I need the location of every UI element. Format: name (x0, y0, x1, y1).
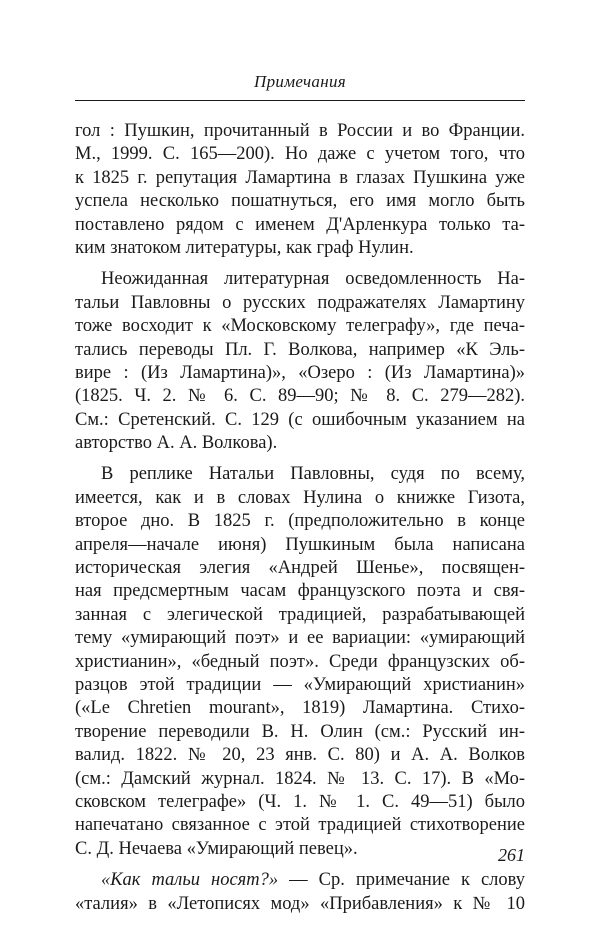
notes-body (75, 120, 525, 916)
header-rule (75, 100, 525, 101)
text-line: (см.: Дамский журнал. 1824. № 13. С. 17). В «Мо- (75, 768, 525, 789)
text-line: тоже восходит к «Московскому телеграфу», где печа- (75, 316, 525, 337)
text-line: тались переводы Пл. Г. Волкова, например «К Эль- (75, 339, 525, 360)
text-line: напечатано связанное с этой традицией стихотворение (75, 815, 525, 836)
text-line: Неожиданная литературная осведомленность На- (101, 269, 525, 290)
book-page (75, 0, 525, 941)
text-line: апреля—начале июня) Пушкиным была написана (75, 534, 525, 555)
text-line: гол : Пушкин, прочитанный в России и во Франции. (75, 121, 525, 141)
text-line: (1825. Ч. 2. № 6. С. 89—90; № 8. С. 279—282). (75, 386, 525, 407)
text-line: См.: Сретенский. С. 129 (с ошибочным указанием на (75, 409, 525, 430)
text-line: В реплике Натальи Павловны, судя по всему, (101, 464, 525, 485)
page-number: 261 (498, 845, 525, 865)
text-line: авторство А. А. Волкова). (75, 433, 278, 454)
text-line: вире : (Из Ламартина)», «Озеро : (Из Ламартина)» (75, 362, 525, 383)
text-line: тему «умирающий поэт» и ее вариации: «умирающий (75, 628, 525, 649)
text-line: («Le Chretien mourant», 1819) Ламартина. Стихо- (75, 698, 525, 719)
lemma-commentary: — Ср. примечание к слову (278, 870, 525, 891)
text-line: С. Д. Нечаева «Умирающий певец». (75, 838, 358, 859)
text-line: к 1825 г. репутация Ламартина в глазах Пушкина уже (75, 167, 525, 188)
text-line: «талия» в «Летописях мод» «Прибавления» к № 10 (75, 893, 525, 914)
text-line: поставлено рядом с именем Д'Арленкура только та- (75, 214, 525, 235)
text-line: христианин», «бедный поэт». Среди французских об- (75, 651, 525, 672)
text-line: ким знатоком литературы, как граф Нулин. (75, 237, 414, 258)
text-line: занная с элегической традицией, разрабатывающей (75, 604, 525, 625)
text-line: ная предсмертным часам французского поэта и свя- (75, 581, 525, 602)
lemma: «Как тальи носят?» (101, 870, 279, 891)
text-line: творение переводили В. Н. Олин (см.: Русский ин- (75, 721, 525, 742)
text-line: М., 1999. С. 165—200). Но даже с учетом того, что (75, 144, 525, 165)
text-line: историческая элегия «Андрей Шенье», посвящен- (75, 558, 525, 579)
running-title: Примечания (254, 72, 346, 91)
text-line: разцов этой традиции — «Умирающий христианин» (75, 674, 525, 695)
text-line: успела несколько пошатнуться, его имя могло быть (75, 191, 525, 212)
text-line: валид. 1822. № 20, 23 янв. С. 80) и А. А. Волков (75, 745, 525, 766)
text-line: имеется, как и в словах Нулина о книжке Гизота, (75, 487, 525, 508)
text-line: сковском телеграфе» (Ч. 1. № 1. С. 49—51) было (75, 791, 525, 812)
text-line (75, 869, 525, 892)
text-line: тальи Павловны о русских подражателях Ламартину (75, 292, 525, 313)
text-line: второе дно. В 1825 г. (предположительно в конце (75, 511, 525, 532)
